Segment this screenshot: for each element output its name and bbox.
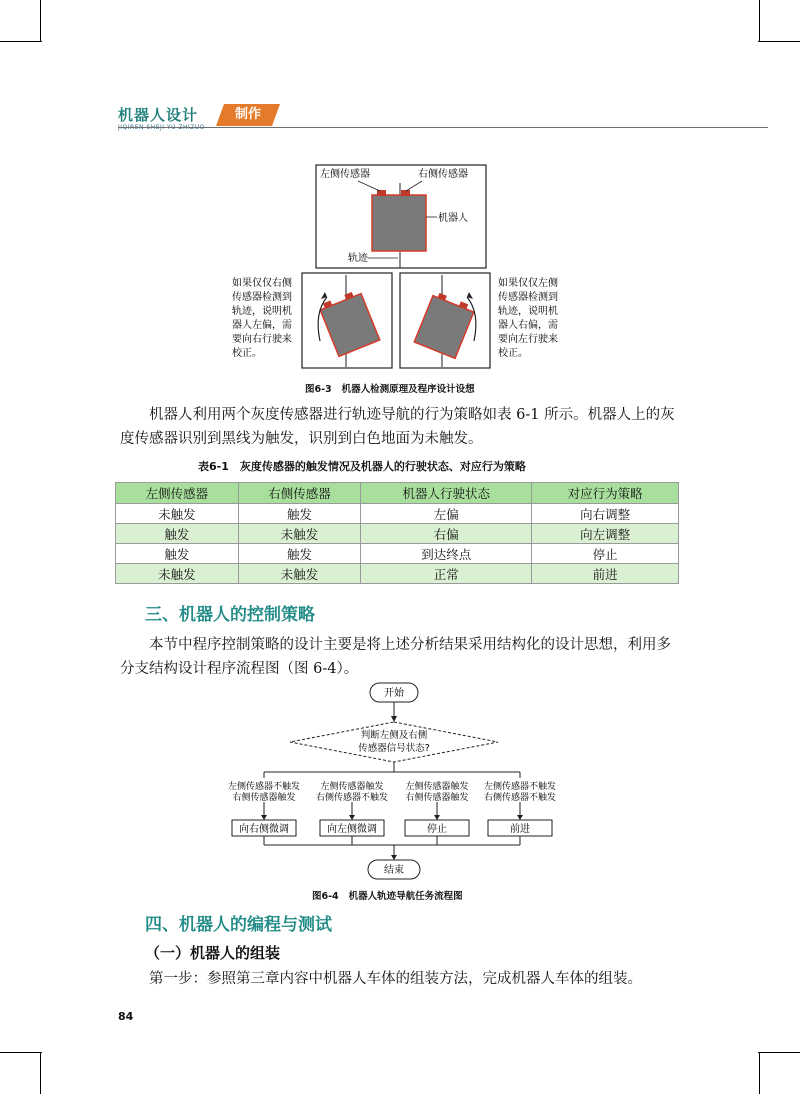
start-label: 开始 [384,688,404,699]
arrow-head [434,815,440,820]
note-left-line: 传感器检测到 [232,292,292,303]
branch-3-condition-2: 右侧传感器触发 [405,793,469,803]
left-sensor [377,190,386,196]
crop-mark [758,1052,800,1053]
figure-6-4-caption [312,888,463,902]
robot-tilted-left [318,289,379,356]
table-cell: 前进 [532,564,679,584]
header-tag-label: 制作 [234,107,261,122]
crop-mark [40,1052,41,1094]
table-row [116,504,679,524]
crop-mark [759,1052,760,1094]
table-cell: 未触发 [116,564,239,584]
table-cell: 未触发 [238,524,361,544]
figure-6-4-flowchart [218,680,580,885]
header-tag [216,104,280,126]
table-cell: 停止 [532,544,679,564]
paragraph-2: 本节中程序控制策略的设计主要是将上述分析结果采用结构化的设计思想，利用多分支结构设计程序流程图（图 6-4）。 [120,637,671,677]
arrow-head [349,815,355,820]
table-header-cell: 左侧传感器 [116,483,239,504]
label-left-sensor: 左侧传感器 [320,169,370,180]
header-book-title: 机器人设计 [118,106,199,124]
decision-diamond [290,722,498,762]
caption-text: 机器人轨迹导航任务流程图 [348,891,463,902]
arrow-head [391,855,397,860]
table-cell: 未触发 [116,504,239,524]
note-left-line: 要向右行驶来 [232,334,292,345]
table-cell: 左偏 [361,504,532,524]
page-number: 84 [118,1010,134,1023]
note-right-line: 如果仅仅左侧 [498,278,558,289]
label-track: 轨迹 [348,253,368,264]
branch-3-condition-1: 左侧传感器触发 [405,782,469,792]
table-cell: 右偏 [361,524,532,544]
note-left-line: 轨迹，说明机 [232,306,292,317]
table-cell: 触发 [238,544,361,564]
crop-mark [40,0,41,42]
action-label: 前进 [510,824,530,835]
label-robot: 机器人 [438,213,468,224]
robot-tilted-right [414,291,475,358]
note-right-line: 校正。 [498,348,528,359]
action-label: 向右侧微调 [239,824,289,835]
note-right-line: 器人右偏，需 [498,320,558,331]
branch-1-condition-2: 右侧传感器触发 [232,793,296,803]
robot-body [372,195,426,251]
table-cell: 触发 [116,544,239,564]
note-left-line: 校正。 [232,348,262,359]
paragraph-3: 第一步：参照第三章内容中机器人车体的组装方法，完成机器人车体的组装。 [149,971,642,987]
arrow-head [517,815,523,820]
table-cell: 向右调整 [532,504,679,524]
leader-line [406,181,422,191]
branch-4-condition-2: 右侧传感器不触发 [483,793,557,803]
decision-line-2: 传感器信号状态? [358,743,430,754]
crop-mark [0,1052,42,1053]
section-4-heading: 四、机器人的编程与测试 [145,915,332,935]
branch-4-condition-1: 左侧传感器不触发 [483,782,557,792]
branch-2-condition-1: 左侧传感器触发 [320,782,384,792]
label-right-sensor: 右侧传感器 [418,169,468,180]
table-header-cell: 机器人行驶状态 [361,483,532,504]
caption-number: 图6-4 [312,891,339,902]
figure-6-3-caption [305,381,475,395]
table-row [116,524,679,544]
table-cell: 到达终点 [361,544,532,564]
crop-mark [0,41,42,42]
action-label: 停止 [427,824,447,835]
note-right-line: 传感器检测到 [498,292,558,303]
figure-6-3 [230,163,570,391]
table-header-cell: 对应行为策略 [532,483,679,504]
table-header-row [116,483,679,504]
table-row [116,544,679,564]
table-header-cell: 右侧传感器 [238,483,361,504]
action-label: 向左侧微调 [327,824,377,835]
table-6-1 [115,482,679,584]
note-left-line: 如果仅仅右侧 [232,278,292,289]
table-cell: 向左调整 [532,524,679,544]
decision-line-1: 判断左侧及右侧 [360,730,428,741]
header-rule [118,127,768,128]
arrow-head [261,815,267,820]
branch-1-condition-1: 左侧传感器不触发 [227,782,301,792]
note-left-line: 器人左偏，需 [232,320,292,331]
table-cell: 未触发 [238,564,361,584]
branch-2-condition-2: 右侧传感器不触发 [315,793,389,803]
subsection-heading: （一）机器人的组装 [145,944,281,962]
note-right-line: 要向左行驶来 [498,334,558,345]
crop-mark [759,0,760,42]
paragraph-1: 机器人利用两个灰度传感器进行轨迹导航的行为策略如表 6-1 所示。机器人上的灰度传感器识别到黑线为触发，识别到白色地面为未触发。 [120,407,675,447]
arrow-head [391,716,397,722]
caption-number: 图6-3 [305,384,332,395]
section-3-heading: 三、机器人的控制策略 [145,605,315,625]
caption-text: 机器人检测原理及程序设计设想 [341,384,475,395]
crop-mark [758,41,800,42]
table-cell: 触发 [116,524,239,544]
end-label: 结束 [384,865,404,876]
note-right-line: 轨迹，说明机 [498,306,558,317]
table-6-1-caption: 表6-1 灰度传感器的触发情况及机器人的行驶状态、对应行为策略 [198,460,526,473]
right-sensor [401,190,410,196]
leader-line [358,181,380,191]
table-cell: 正常 [361,564,532,584]
table-cell: 触发 [238,504,361,524]
table-row [116,564,679,584]
